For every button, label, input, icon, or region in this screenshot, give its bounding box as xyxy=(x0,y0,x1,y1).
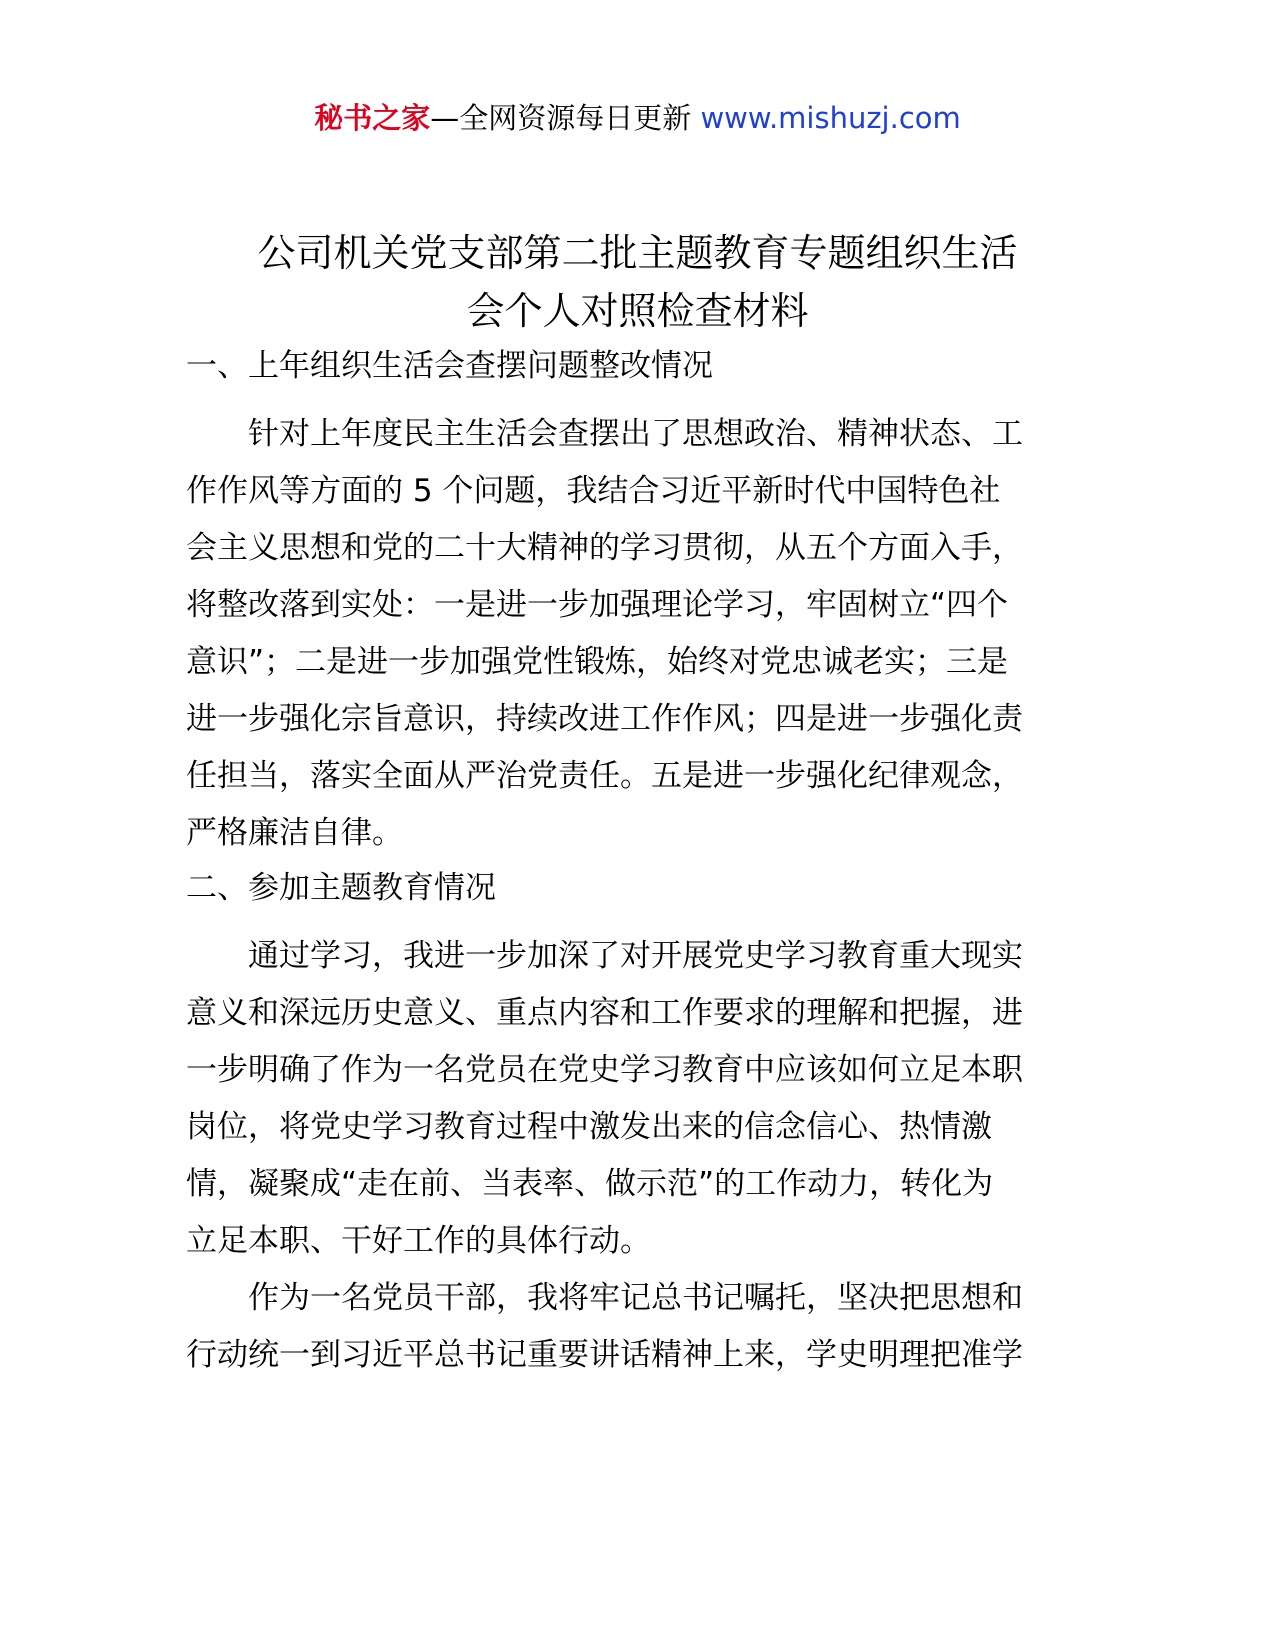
paragraph-line: 作为一名党员干部，我将牢记总书记嘱托，坚决把思想和 xyxy=(186,1280,1023,1316)
paragraph-line: 立足本职、干好工作的具体行动。 xyxy=(186,1223,651,1259)
section-2-heading-text: 二、参加主题教育情况 xyxy=(186,870,496,906)
section-2-heading xyxy=(186,860,496,917)
site-url-link[interactable]: www.mishuzj.com xyxy=(700,101,961,135)
section-2-paragraph-2 xyxy=(186,1270,1086,1384)
title-line-1: 公司机关党支部第二批主题教育专题组织生活 xyxy=(257,231,1018,275)
paragraph-line: 情，凝聚成“走在前、当表率、做示范”的工作动力，转化为 xyxy=(186,1166,994,1202)
paragraph-line: 行动统一到习近平总书记重要讲话精神上来，学史明理把准学 xyxy=(186,1337,1023,1373)
section-2-paragraph-1 xyxy=(186,928,1086,1270)
section-1-heading xyxy=(186,338,713,395)
section-1-paragraph xyxy=(186,406,1086,862)
paragraph-line: 意义和深远历史意义、重点内容和工作要求的理解和把握，进 xyxy=(186,995,1023,1031)
title-line-2: 会个人对照检查材料 xyxy=(466,289,809,333)
section-1-heading-text: 一、上年组织生活会查摆问题整改情况 xyxy=(186,348,713,384)
brand-name: 秘书之家 xyxy=(314,101,431,135)
document-title xyxy=(150,224,1125,340)
paragraph-line: 进一步强化宗旨意识，持续改进工作作风；四是进一步强化责 xyxy=(186,701,1023,737)
paragraph-line: 意识”；二是进一步加强党性锻炼，始终对党忠诚老实；三是 xyxy=(186,644,1009,680)
paragraph-line: 作作风等方面的 5 个问题，我结合习近平新时代中国特色社 xyxy=(186,473,1001,509)
paragraph-line: 针对上年度民主生活会查摆出了思想政治、精神状态、工 xyxy=(186,416,1023,452)
paragraph-line: 一步明确了作为一名党员在党史学习教育中应该如何立足本职 xyxy=(186,1052,1023,1088)
paragraph-line: 通过学习，我进一步加深了对开展党史学习教育重大现实 xyxy=(186,938,1023,974)
header-slogan: —全网资源每日更新 xyxy=(430,101,701,135)
paragraph-line: 严格廉洁自律。 xyxy=(186,815,403,851)
paragraph-line: 将整改落到实处：一是进一步加强理论学习，牢固树立“四个 xyxy=(186,587,1009,623)
paragraph-line: 会主义思想和党的二十大精神的学习贯彻，从五个方面入手， xyxy=(186,530,1023,566)
paragraph-line: 任担当，落实全面从严治党责任。五是进一步强化纪律观念， xyxy=(186,758,1023,794)
paragraph-line: 岗位，将党史学习教育过程中激发出来的信念信心、热情激 xyxy=(186,1109,992,1145)
site-header xyxy=(0,98,1275,138)
